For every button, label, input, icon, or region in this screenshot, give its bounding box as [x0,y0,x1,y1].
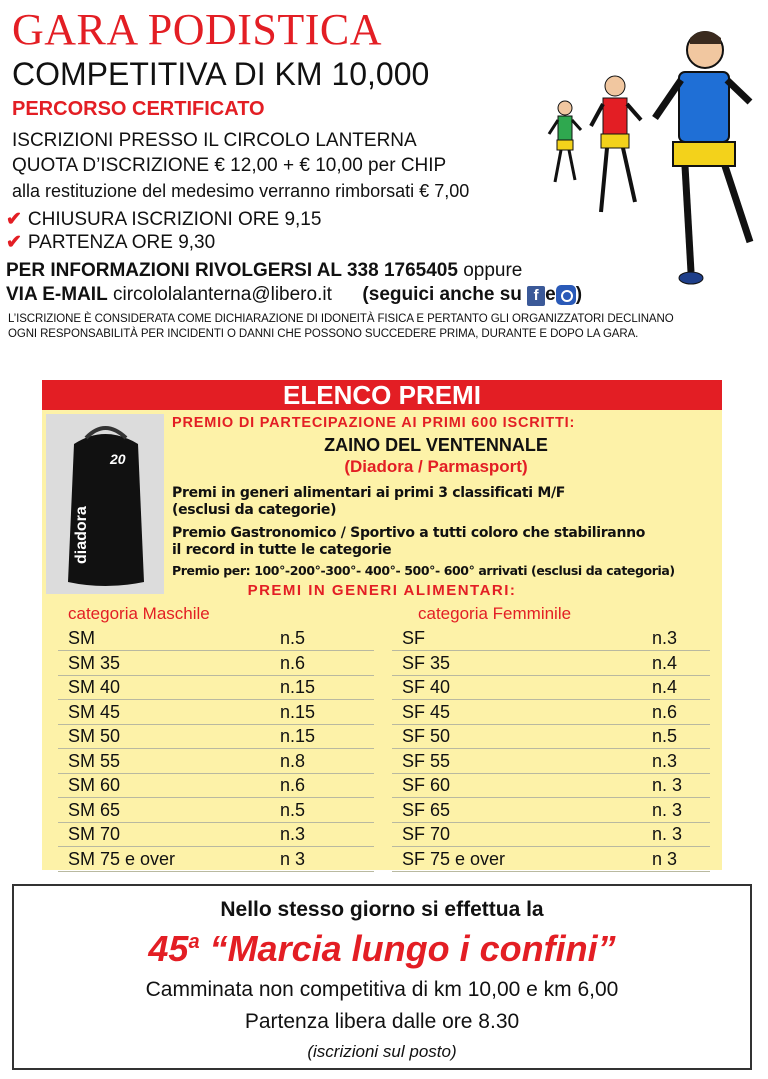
category-name: SM 50 [68,726,121,746]
marcia-info-box [12,884,752,1070]
walk-registration: (iscrizioni sul posto) [307,1042,457,1061]
prize-positions: Premio per: 100°-200°-300°- 400°- 500°- 600° arrivati (esclusi da categoria) [172,563,675,578]
prize-food-top3-note: (esclusi da categorie) [172,502,337,518]
prize-count: n.6 [652,701,678,722]
prize-count: n.3 [280,824,306,844]
table-row [58,651,374,676]
social-label: (seguici anche su [362,284,522,305]
prize-count: n.15 [280,701,316,722]
prize-count: n. 3 [652,775,683,795]
backpack-icon [46,414,164,594]
category-name: SM 75 e over [68,848,176,869]
prize-count: n.3 [652,628,678,648]
category-name: SF 60 [402,775,451,795]
poster-subtitle: COMPETITIVA DI KM 10,000 [12,56,430,92]
category-name: SM 65 [68,799,121,820]
walk-start: Partenza libera dalle ore 8.30 [244,1010,520,1033]
category-name: SF 55 [402,750,451,771]
prize-count: n.15 [280,726,316,746]
checkmark-icon: ✔ [6,209,22,230]
phone-text: PER INFORMAZIONI RIVOLGERSI AL 338 1765405 [6,260,458,281]
prize-count: n.8 [280,750,306,771]
info-email [6,284,582,306]
table-row [392,822,710,847]
female-category-table [392,602,710,870]
category-name: SF 70 [402,824,451,844]
food-prizes-header: PREMI IN GENERI ALIMENTARI: [247,582,517,599]
table-row [392,675,710,700]
prize-count: n.6 [280,652,306,673]
table-row [58,675,374,700]
same-day-text: Nello stesso giorno si effettua la [220,898,544,921]
marcia-title [14,928,750,970]
category-name: SM 35 [68,652,121,673]
table-row [58,749,374,774]
disclaimer-line-2: OGNI RESPONSABILITÀ PER INCIDENTI O DANNI CHE POSSONO SUCCEDERE PRIMA, DURANTE E DOPO LA GARA. [8,328,639,340]
start-time [6,231,215,254]
bag-brand: diadora [73,506,90,564]
table-row [58,822,374,847]
edition-ordinal: a [188,931,200,953]
category-name: SM 60 [68,775,121,795]
prize-count: n.4 [652,677,678,697]
category-name: SM 70 [68,824,121,844]
table-row [58,724,374,749]
backpack-image [46,414,164,594]
phone-or: oppure [457,260,523,281]
table-row [58,773,374,798]
prize-food-top3: Premi in generi alimentari ai primi 3 classificati M/F [172,485,566,501]
instagram-icon[interactable] [556,285,576,305]
category-name: SM 55 [68,750,121,771]
runner-blue-icon [655,31,750,284]
participation-prize: PREMIO DI PARTECIPAZIONE AI PRIMI 600 ISCRITTI: [172,415,576,431]
table-row [392,626,710,651]
table-row [392,773,710,798]
category-name: SF 65 [402,799,451,820]
prize-count: n.6 [280,775,306,795]
info-phone [6,260,522,282]
prize-count: n 3 [280,848,306,869]
prize-record-1: Premio Gastronomico / Sportivo a tutti coloro che stabiliranno [172,525,646,541]
table-row [392,749,710,774]
bag-number: 20 [110,451,126,467]
table-row [58,700,374,725]
walk-distances: Camminata non competitiva di km 10,00 e km 6,00 [145,978,619,1001]
certified-label: PERCORSO CERTIFICATO [12,98,265,120]
prize-count: n.4 [652,652,678,673]
prize-record-2: il record in tutte le categorie [172,542,392,558]
prize-count: n 3 [652,848,678,869]
social-close: ) [575,284,583,305]
table-row [392,700,710,725]
fee-amount: € 12,00 + € 10,00 per [209,155,401,176]
closing-text: CHIUSURA ISCRIZIONI ORE 9,15 [27,209,322,230]
table-row [58,798,374,823]
table-row [392,651,710,676]
category-name: SM [68,628,95,648]
table-row [392,798,710,823]
category-name: SF 75 e over [402,848,506,869]
category-name: SF [402,628,426,648]
prize-list-header: ELENCO PREMI [42,380,722,410]
table-row [58,626,374,651]
runner-green-icon [549,101,581,182]
prize-count: n. 3 [652,824,683,844]
runners-illustration [545,22,760,292]
male-table-header: categoria Maschile [68,604,210,623]
facebook-icon[interactable]: f [527,286,545,306]
fee-label: QUOTA D’ISCRIZIONE [12,155,210,176]
fee-chip: CHIP [400,155,447,176]
category-name: SF 40 [402,677,451,697]
table-row [392,724,710,749]
table-row [392,847,710,872]
registration-fee [12,155,446,177]
prize-count: n.5 [652,726,678,746]
chip-refund: alla restituzione del medesimo verranno rimborsati € 7,00 [12,181,470,201]
closing-registrations [6,208,321,231]
prize-count: n.15 [280,677,316,697]
social-and: e [545,284,556,305]
category-name: SF 50 [402,726,451,746]
category-name: SM 40 [68,677,121,697]
runner-red-icon [591,76,641,212]
email-label: VIA E-MAIL [6,284,108,305]
table-row [58,847,374,872]
edition-number: 45 [148,928,189,969]
email-address[interactable]: circololalanterna@libero.it [107,284,332,305]
backpack-brand: (Diadora / Parmasport) [344,457,528,476]
prize-count: n.3 [652,750,678,771]
backpack-title: ZAINO DEL VENTENNALE [324,435,548,455]
category-name: SM 45 [68,701,121,722]
event-name: “Marcia lungo i confini” [199,928,616,969]
female-table-header: categoria Femminile [418,604,572,623]
registration-location: ISCRIZIONI PRESSO IL CIRCOLO LANTERNA [12,130,417,151]
start-text: PARTENZA ORE 9,30 [27,232,216,253]
prize-count: n.5 [280,799,306,820]
prize-count: n.5 [280,628,306,648]
male-category-table [58,602,374,870]
poster-title: GARA PODISTICA [12,5,383,54]
category-name: SF 35 [402,652,451,673]
checkmark-icon: ✔ [6,232,22,253]
prize-count: n. 3 [652,799,683,820]
disclaimer-line-1: L’ISCRIZIONE È CONSIDERATA COME DICHIARAZIONE DI IDONEITÀ FISICA E PERTANTO GLI ORGANIZZATORI DECLINANO [8,313,674,325]
category-name: SF 45 [402,701,451,722]
